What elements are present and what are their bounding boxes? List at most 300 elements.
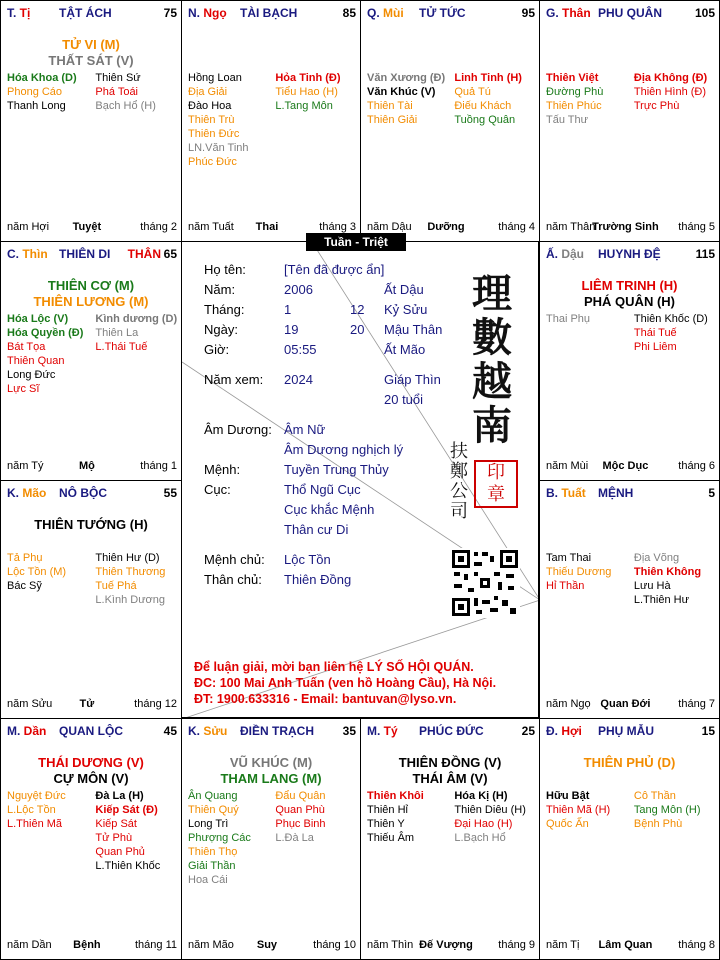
palace-year: năm Thân (546, 221, 596, 233)
palace-name: TỬ TỨC (419, 6, 466, 20)
star-item: Thiên Quý (188, 804, 239, 816)
star-item: Đường Phù (546, 86, 604, 98)
palace-stage: Tuyệt (72, 221, 102, 233)
star-item: Kình dương (D) (95, 313, 178, 325)
main-stars (1, 755, 181, 787)
palace-stage: Dưỡng (427, 221, 465, 233)
palace-year: năm Ngọ (546, 698, 591, 710)
star-item: Thai Phụ (546, 313, 591, 325)
star-item: L.Thái Tuế (95, 341, 148, 353)
palace-age: 55 (163, 486, 177, 500)
star-item: Tấu Thư (546, 114, 589, 126)
palace-stage: Quan Đới (600, 698, 651, 710)
palace-month: tháng 2 (140, 221, 177, 233)
star-item: Quốc Ấn (546, 818, 589, 830)
palace-age: 95 (521, 6, 535, 20)
palace-position (546, 724, 582, 738)
ngay-canchi: Mậu Thân (384, 322, 443, 337)
palace-phu-quan (539, 0, 720, 242)
palace-huynh-de (539, 241, 720, 481)
palace-stage: Đế Vượng (419, 939, 473, 951)
palace-footer (367, 939, 535, 953)
main-stars (182, 755, 360, 787)
palace-month: tháng 6 (678, 460, 715, 472)
star-item: Thiên Thọ (188, 846, 238, 858)
main-star: THIÊN ĐỒNG (V) (398, 755, 502, 770)
main-star: THÁI DƯƠNG (V) (38, 755, 144, 770)
star-item: Cô Thần (633, 790, 676, 802)
stars-left (188, 789, 269, 887)
star-item: Lộc Tồn (M) (7, 566, 67, 578)
am-duong-ly: Âm Dương nghịch lý (284, 442, 404, 457)
stars-right (275, 789, 356, 845)
palace-name: ĐIỀN TRẠCH (240, 724, 314, 738)
star-item: Địa Võng (633, 552, 680, 564)
main-star: VŨ KHÚC (M) (229, 755, 313, 770)
main-star: THÁI ÂM (V) (412, 771, 488, 786)
than-chu-value: Thiên Đồng (284, 572, 352, 587)
star-item: Tả Phụ (7, 552, 43, 564)
palace-header (7, 6, 177, 22)
than-marker: THÂN (127, 247, 161, 261)
star-item: Hóa Lộc (V) (7, 313, 69, 325)
star-item: Thiên Thương (95, 566, 166, 578)
star-item: Lưu Hà (633, 580, 671, 592)
stars-left (546, 71, 627, 127)
palace-name: PHÚC ĐỨC (419, 724, 484, 738)
palace-footer (7, 698, 177, 712)
star-item: Phi Liêm (633, 341, 677, 353)
palace-can: B. (546, 486, 562, 500)
palace-position (367, 724, 398, 738)
star-item: LN.Văn Tinh (188, 142, 249, 154)
palace-header (7, 247, 177, 263)
palace-position (546, 486, 586, 500)
palace-can: M. (7, 724, 24, 738)
palace-stage: Lâm Quan (598, 939, 653, 951)
palace-menh (539, 480, 720, 719)
stars-right (454, 789, 535, 845)
star-item: Long Đức (7, 369, 56, 381)
palace-position (7, 6, 30, 20)
palace-footer (546, 939, 715, 953)
label-menh: Mệnh: (204, 462, 241, 477)
palace-header (367, 724, 535, 740)
star-item: Quả Tú (454, 86, 491, 98)
star-item: L.Tang Môn (275, 100, 333, 112)
palace-name: HUYNH ĐỆ (598, 247, 661, 261)
palace-month: tháng 12 (134, 698, 177, 710)
palace-year: năm Tuất (188, 221, 234, 233)
gio-value: 05:55 (284, 342, 317, 357)
label-menh-chu: Mệnh chủ: (204, 552, 265, 567)
palace-month: tháng 1 (140, 460, 177, 472)
palace-year: năm Sửu (7, 698, 53, 710)
palace-branch: Tị (19, 6, 31, 20)
star-item: Lực Sĩ (7, 383, 40, 395)
star-item: Thiên Quan (7, 355, 65, 367)
star-item: Thiên Y (367, 818, 405, 830)
star-item: L.Bạch Hổ (454, 832, 506, 844)
star-item: Hỉ Thần (546, 580, 585, 592)
label-nam-xem: Năm xem: (204, 372, 264, 387)
label-cuc: Cục: (204, 482, 231, 497)
palace-phuc-duc (360, 718, 540, 960)
palace-tai-bach (181, 0, 361, 242)
star-item: Tam Thai (546, 552, 592, 564)
palace-position (188, 724, 227, 738)
star-item: Thiên Giải (367, 114, 418, 126)
palace-stage: Mộ (78, 460, 95, 472)
palace-stage: Tử (79, 698, 95, 710)
stars-left (188, 71, 269, 169)
palace-age: 115 (695, 247, 715, 261)
palace-header (546, 6, 715, 22)
stars-right (634, 789, 715, 831)
star-item: Thiên Khôi (367, 790, 424, 802)
main-stars (1, 37, 181, 69)
star-item: Đào Hoa (188, 100, 232, 112)
footer-line-3: ĐT: 1900.633316 - Email: bantuvan@lyso.vn. (194, 692, 457, 706)
star-item: Hữu Bật (546, 790, 590, 802)
palace-stage: Mộc Dục (602, 460, 649, 472)
palace-age: 105 (694, 6, 715, 20)
palace-branch: Hợi (561, 724, 582, 738)
palace-name: PHU QUÂN (598, 6, 663, 20)
star-item: Giải Thần (188, 860, 236, 872)
palace-year: năm Hợi (7, 221, 50, 233)
palace-branch: Mùi (383, 6, 404, 20)
star-item: Kiếp Sát (Đ) (95, 804, 158, 816)
palace-header (7, 724, 177, 740)
palace-year: năm Mão (188, 939, 234, 951)
stars-left (7, 71, 89, 113)
main-star: PHÁ QUÂN (H) (584, 294, 675, 309)
palace-tat-ach (0, 0, 182, 242)
star-item: Thiếu Dương (546, 566, 612, 578)
gio-canchi: Ất Mão (384, 342, 426, 357)
center-info-panel (181, 241, 539, 718)
stars-right (275, 71, 356, 113)
palace-footer (7, 221, 177, 235)
star-item: Văn Xương (Đ) (367, 72, 446, 84)
stars-right (454, 71, 535, 127)
palace-stage: Thai (255, 221, 279, 233)
palace-can: M. (367, 724, 384, 738)
palace-month: tháng 7 (678, 698, 715, 710)
star-item: Bát Tọa (7, 341, 46, 353)
main-star: THAM LANG (M) (220, 771, 322, 786)
stars-right (634, 71, 715, 113)
palace-branch: Thìn (22, 247, 48, 261)
palace-month: tháng 11 (134, 939, 177, 951)
palace-thien-di (0, 241, 182, 481)
main-stars (540, 755, 719, 771)
star-item: Thiên La (95, 327, 139, 339)
star-item: Tiểu Hao (H) (275, 86, 338, 98)
cuc-khac-menh: Cục khắc Mệnh (284, 502, 375, 517)
palace-branch: Sửu (203, 724, 228, 738)
star-item: Hỏa Tinh (Đ) (275, 72, 341, 84)
star-item: Thiên Không (633, 566, 702, 578)
main-star: TỬ VI (M) (62, 37, 120, 52)
stars-left (7, 312, 89, 396)
star-item: Quan Phù (275, 804, 325, 816)
main-star: THIÊN LƯƠNG (M) (33, 294, 149, 309)
star-item: Phượng Các (188, 832, 251, 844)
star-item: Thiên Diêu (H) (454, 804, 526, 816)
stars-right (95, 71, 177, 113)
star-item: Thiên Trù (188, 114, 235, 126)
star-item: Ân Quang (188, 790, 238, 802)
nam-canchi: Ất Dậu (384, 282, 424, 297)
palace-age: 15 (701, 724, 715, 738)
star-item: Tuế Phá (95, 580, 137, 592)
palace-name: MỆNH (598, 486, 634, 500)
palace-quan-loc (0, 718, 182, 960)
palace-can: C. (7, 247, 23, 261)
palace-branch: Dần (23, 724, 47, 738)
star-item: Hoa Cái (188, 874, 228, 886)
stars-left (367, 789, 448, 845)
palace-header (367, 6, 535, 22)
palace-age: 25 (521, 724, 535, 738)
star-item: L.Thiên Mã (7, 818, 63, 830)
palace-age: 5 (708, 486, 715, 500)
thang-duong: 1 (284, 302, 292, 317)
palace-footer (546, 698, 715, 712)
star-item: Thiên Hư (D) (95, 552, 160, 564)
star-item: Thiếu Âm (367, 832, 415, 844)
palace-month: tháng 9 (498, 939, 535, 951)
main-star: THIÊN TƯỚNG (H) (34, 517, 148, 532)
palace-footer (546, 221, 715, 235)
palace-branch: Ngọ (203, 6, 227, 20)
label-gio: Giờ: (204, 342, 230, 357)
star-item: Thiên Mã (H) (546, 804, 611, 816)
star-item: Tuồng Quân (454, 114, 516, 126)
than-cu: Thân cư Di (284, 522, 349, 537)
star-item: Hồng Loan (188, 72, 242, 84)
main-star: THIÊN PHỦ (D) (583, 755, 676, 770)
star-item: Đẩu Quân (275, 790, 326, 802)
palace-position (7, 724, 46, 738)
star-item: Bạch Hổ (H) (95, 100, 156, 112)
palace-dien-trach (181, 718, 361, 960)
palace-month: tháng 8 (678, 939, 715, 951)
qr-code (450, 548, 520, 618)
palace-year: năm Thìn (367, 939, 414, 951)
ho-ten-value: [Tên đã được ẩn] (284, 262, 385, 277)
thang-canchi: Kỷ Sửu (384, 302, 428, 317)
palace-year: năm Dần (7, 939, 52, 951)
stars-right (95, 789, 177, 873)
nam-value: 2006 (284, 282, 313, 297)
footer-line-1: Để luận giải, mời bạn liên hệ LÝ SỐ HỘI QUÁN. (194, 660, 474, 674)
star-item: Thiên Sứ (95, 72, 141, 84)
palace-can: T. (7, 6, 20, 20)
label-than-chu: Thân chủ: (204, 572, 262, 587)
palace-can: Q. (367, 6, 384, 20)
menh-value: Tuyền Trung Thủy (284, 462, 389, 477)
ngay-am: 20 (350, 322, 365, 337)
star-item: Địa Giải (188, 86, 228, 98)
stars-left (7, 789, 89, 831)
palace-header (546, 724, 715, 740)
am-duong-value: Âm Nữ (284, 422, 326, 437)
palace-position (367, 6, 404, 20)
palace-stage: Suy (256, 939, 278, 951)
palace-branch: Tuất (561, 486, 586, 500)
label-ngay: Ngày: (204, 322, 238, 337)
palace-branch: Thân (562, 6, 591, 20)
star-item: Tang Môn (H) (633, 804, 701, 816)
palace-tu-tuc (360, 0, 540, 242)
star-item: Hóa Khoa (D) (7, 72, 77, 84)
star-item: Tử Phù (95, 832, 133, 844)
stars-left (546, 551, 627, 593)
palace-phu-mau (539, 718, 720, 960)
palace-month: tháng 5 (678, 221, 715, 233)
palace-name: THIÊN DI (59, 247, 111, 261)
cuc-value: Thổ Ngũ Cục (284, 482, 361, 497)
palace-name: QUAN LỘC (59, 724, 123, 738)
nam-xem-canchi: Giáp Thìn (384, 372, 441, 387)
palace-age: 75 (163, 6, 177, 20)
star-item: Phục Binh (275, 818, 326, 830)
palace-no-boc (0, 480, 182, 719)
stars-left (7, 551, 89, 593)
palace-name: PHỤ MẪU (598, 724, 654, 738)
star-item: Trực Phù (633, 100, 680, 112)
palace-header (546, 486, 715, 502)
palace-footer (188, 939, 356, 953)
palace-footer (7, 460, 177, 474)
stars-right (634, 312, 715, 354)
palace-can: Đ. (546, 724, 562, 738)
stars-left (546, 789, 627, 831)
star-item: Phúc Đức (188, 156, 237, 168)
tuan-triet-label: Tuần - Triệt (306, 233, 406, 251)
tuoi-value: 20 tuổi (384, 392, 424, 407)
palace-position (7, 486, 46, 500)
ngay-duong: 19 (284, 322, 299, 337)
star-item: Phá Toái (95, 86, 138, 98)
star-item: L.Kình Dương (95, 594, 166, 606)
palace-year: năm Mùi (546, 460, 589, 472)
star-item: Bệnh Phù (633, 818, 683, 830)
palace-year: năm Dậu (367, 221, 412, 233)
star-item: Thanh Long (7, 100, 66, 112)
palace-stage: Bệnh (73, 939, 101, 951)
main-star: CỰ MÔN (V) (53, 771, 129, 786)
palace-position (188, 6, 227, 20)
star-item: Phong Cáo (7, 86, 63, 98)
stars-right (95, 312, 177, 354)
palace-can: N. (188, 6, 204, 20)
star-item: L.Đà La (275, 832, 314, 844)
palace-can: Ấ. (546, 247, 562, 261)
stars-left (367, 71, 448, 127)
star-item: Kiếp Sát (95, 818, 137, 830)
palace-age: 45 (163, 724, 177, 738)
stars-right (95, 551, 177, 607)
main-star: THIÊN CƠ (M) (47, 278, 135, 293)
palace-branch: Mão (22, 486, 47, 500)
star-item: Thiên Đức (188, 128, 240, 140)
main-star: THẤT SÁT (V) (48, 53, 134, 68)
palace-year: năm Tý (7, 460, 44, 472)
palace-can: K. (188, 724, 204, 738)
star-item: Văn Khúc (V) (367, 86, 436, 98)
palace-name: TÀI BẠCH (240, 6, 298, 20)
palace-stage: Trường Sinh (592, 221, 659, 233)
star-item: Thiên Khốc (D) (633, 313, 708, 325)
palace-header (546, 247, 715, 263)
star-item: Đại Hao (H) (454, 818, 513, 830)
palace-age: 35 (342, 724, 356, 738)
palace-position (546, 247, 584, 261)
star-item: Thiên Phúc (546, 100, 602, 112)
star-item: Thái Tuế (633, 327, 677, 339)
star-item: Địa Không (Đ) (633, 72, 708, 84)
palace-can: G. (546, 6, 563, 20)
footer-line-2: ĐC: 100 Mai Anh Tuấn (ven hồ Hoàng Cầu), Hà Nội. (194, 676, 497, 690)
main-stars (361, 755, 539, 787)
palace-month: tháng 10 (313, 939, 356, 951)
nam-xem-value: 2024 (284, 372, 313, 387)
star-item: Thiên Việt (546, 72, 599, 84)
star-item: Điếu Khách (454, 100, 512, 112)
star-item: Thiên Hình (Đ) (633, 86, 707, 98)
info-block (204, 262, 443, 622)
palace-age: 85 (342, 6, 356, 20)
label-thang: Tháng: (204, 302, 245, 317)
star-item: Thiên Tài (367, 100, 413, 112)
star-item: Bác Sỹ (7, 580, 42, 592)
label-ho-ten: Họ tên: (204, 262, 246, 277)
calligraphy-small: 扶 鄭 公 司 (450, 441, 468, 522)
palace-month: tháng 3 (319, 221, 356, 233)
palace-header (188, 724, 356, 740)
stars-right (634, 551, 715, 607)
star-item: Nguyệt Đức (7, 790, 66, 802)
palace-name: NÔ BỘC (59, 486, 107, 500)
main-stars (1, 517, 181, 533)
star-item: L.Thiên Hư (633, 594, 689, 606)
main-stars (540, 278, 719, 310)
palace-can: K. (7, 486, 23, 500)
palace-header (7, 486, 177, 502)
star-item: Hóa Quyền (Đ) (7, 327, 84, 339)
palace-name: TẬT ÁCH (59, 6, 112, 20)
star-item: L.Thiên Khốc (95, 860, 161, 872)
label-am-duong: Âm Dương: (204, 422, 272, 437)
palace-branch: Tý (383, 724, 398, 738)
menh-chu-value: Lộc Tồn (284, 552, 331, 567)
star-item: Hóa Kị (H) (454, 790, 508, 802)
star-item: Đà La (H) (95, 790, 144, 802)
palace-position (546, 6, 591, 20)
palace-month: tháng 4 (498, 221, 535, 233)
thang-am: 12 (350, 302, 365, 317)
label-nam: Năm: (204, 282, 236, 297)
stars-left (546, 312, 627, 326)
star-item: Linh Tinh (H) (454, 72, 522, 84)
palace-position (7, 247, 48, 261)
palace-age: 65 (163, 247, 177, 261)
main-stars (1, 278, 181, 310)
